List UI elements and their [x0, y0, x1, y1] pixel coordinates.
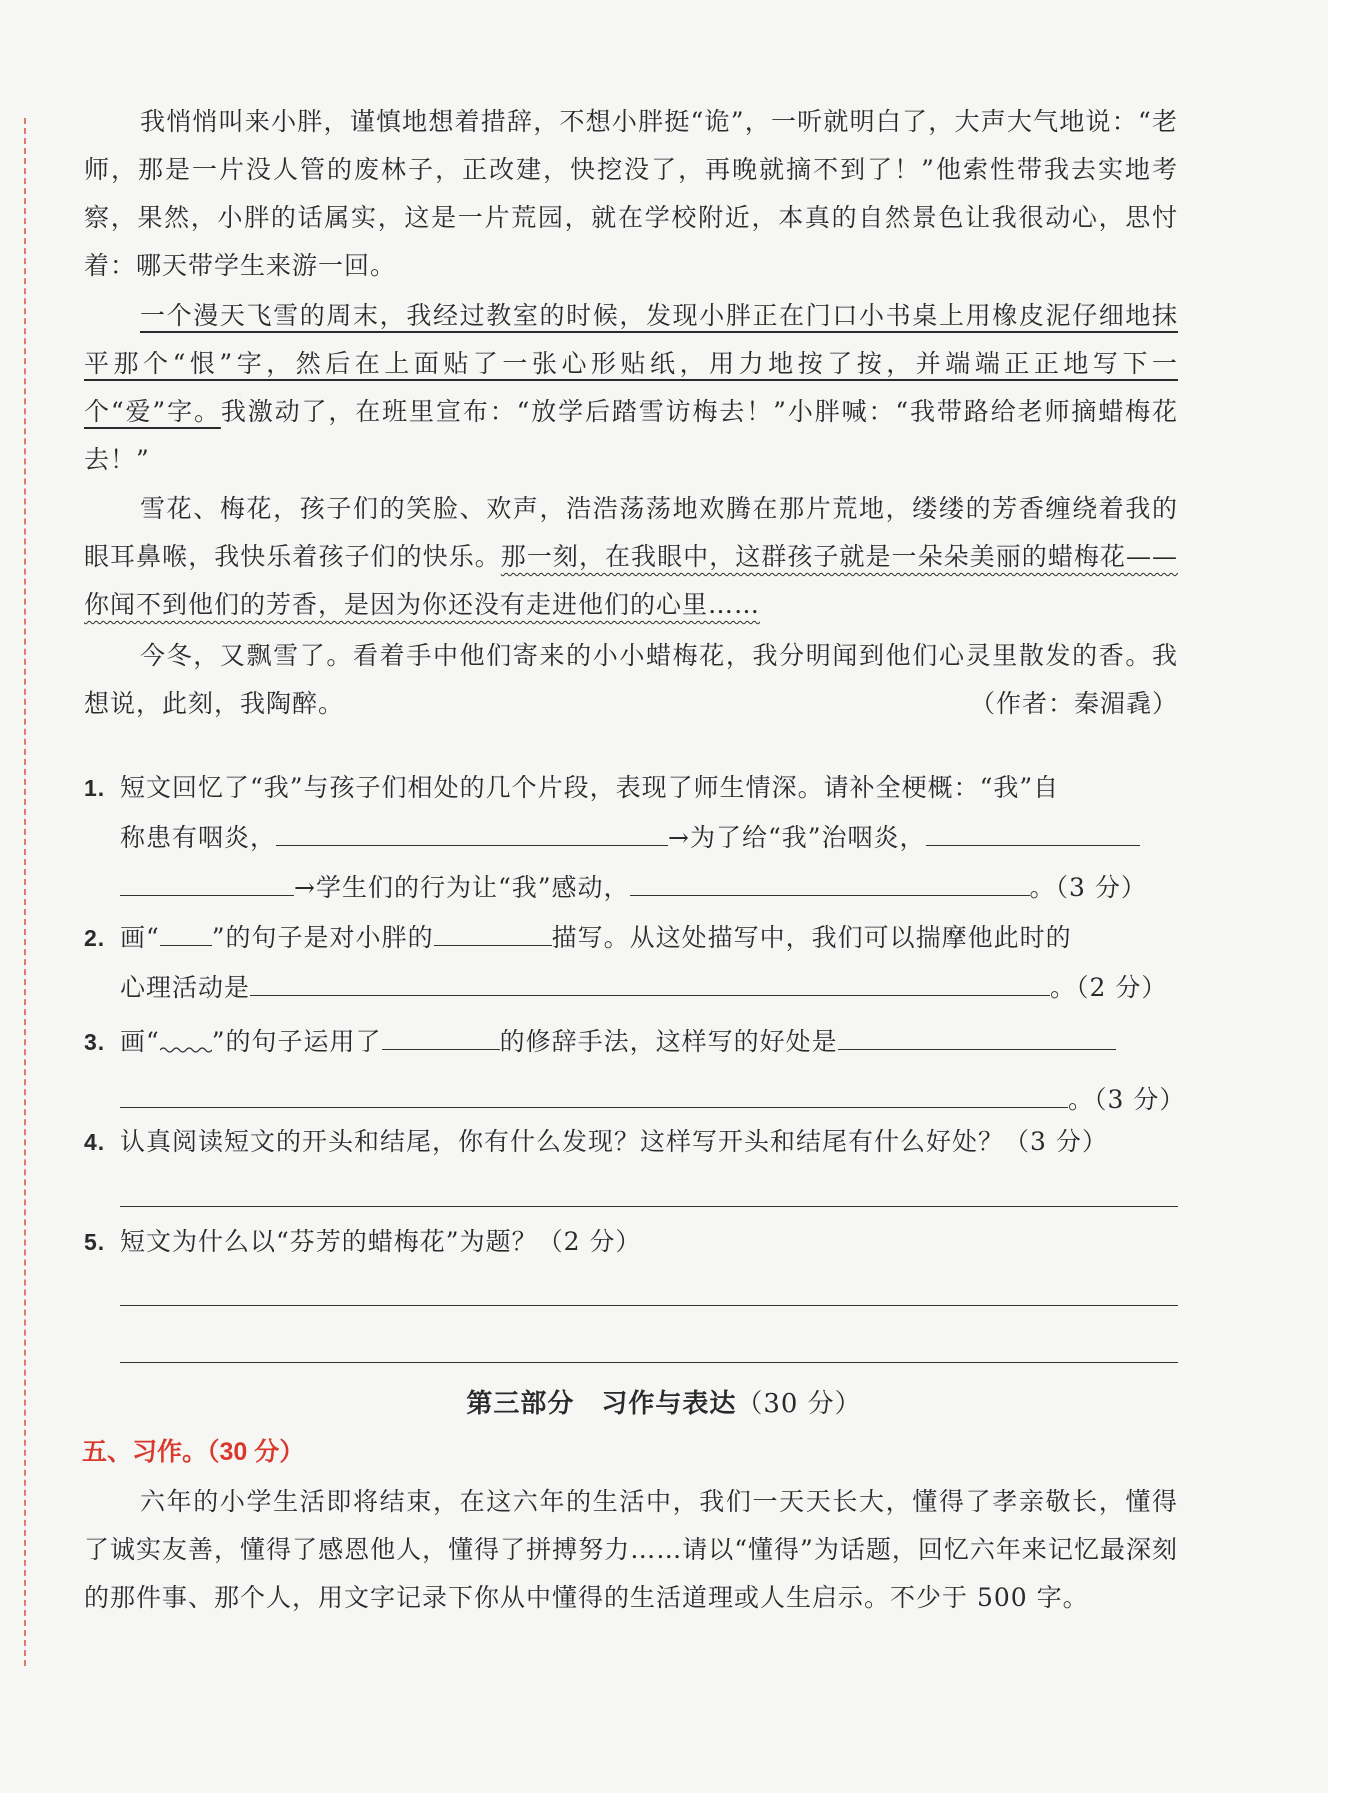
paragraph-4-text: 今冬，又飘雪了。看着手中他们寄来的小小蜡梅花，我分明闻到他们心灵里散发的香。我想说，此刻，我陶醉。	[84, 641, 1178, 718]
q1-line-2	[120, 814, 1140, 862]
q3-text-a: 画“	[120, 1027, 160, 1056]
q2-line-1	[120, 914, 1072, 962]
q1-text-b: →为了给“我”治咽炎，	[668, 823, 926, 852]
question-2	[84, 914, 1178, 1014]
q3-answer-blank-2[interactable]	[838, 1019, 1116, 1050]
q1-points: 。（3 分）	[1029, 873, 1147, 902]
essay-prompt: 六年的小学生活即将结束，在这六年的生活中，我们一天天长大，懂得了孝亲敬长，懂得了诚实友善，懂得了感恩他人，懂得了拼搏努力……请以“懂得”为话题，回忆六年来记忆最深刻的那件事、那个人，用文字记录下你从中懂得的生活道理或人生启示。不少于 500 字。	[84, 1487, 1178, 1612]
essay-heading: 五、习作。（30 分）	[82, 1438, 305, 1466]
question-5	[84, 1218, 1178, 1266]
q1-answer-blank-1[interactable]	[276, 815, 668, 846]
q2-line-2	[120, 964, 1167, 1012]
question-number: 3.	[84, 1029, 106, 1055]
question-number: 1.	[84, 775, 106, 801]
question-1	[84, 764, 1178, 914]
question-number: 2.	[84, 925, 106, 951]
q2-answer-blank-2[interactable]	[250, 965, 1050, 996]
wavy-underlined-sentence: 那一刻，在我眼中，这群孩子就是一朵朵美丽的蜡梅花——你闻不到他们的芳香，是因为你还没有走进他们的心里……	[84, 542, 1178, 619]
q5-text: 短文为什么以“芬芳的蜡梅花”为题？（2 分）	[120, 1227, 642, 1256]
question-number: 4.	[84, 1129, 106, 1155]
q5-answer-line-1[interactable]	[120, 1305, 1178, 1306]
margin-guide-line	[24, 118, 26, 1666]
q3-answer-blank-3[interactable]	[120, 1077, 1068, 1108]
wavy-underline-mark	[160, 1024, 212, 1050]
question-3	[84, 1018, 1186, 1128]
section-title-text: 第三部分 习作与表达	[466, 1389, 737, 1419]
passage-paragraph-1: 我悄悄叫来小胖，谨慎地想着措辞，不想小胖挺“诡”，一听就明白了，大声大气地说：“老师，那是一片没人管的废林子，正改建，快挖没了，再晚就摘不到了！”他索性带我去实地考察，果然，小胖的话属实，这是一片荒园，就在学校附近，本真的自然景色让我很动心，思忖着：哪天带学生来游一回。	[84, 107, 1178, 280]
paragraph-3-text: 雪花、梅花，孩子们的笑脸、欢声，浩浩荡荡地欢腾在那片荒地，缕缕的芳香缠绕着我的眼耳鼻喉，我快乐着孩子们的快乐。	[84, 494, 1178, 571]
passage-paragraph-3	[84, 485, 1178, 629]
underlined-sentence: 一个漫天飞雪的周末，我经过教室的时候，发现小胖正在门口小书桌上用橡皮泥仔细地抹平那个“恨”字，然后在上面贴了一张心形贴纸，用力地按了按，并端端正正地写下一个“爱”字。	[84, 301, 1178, 426]
q1-text-a: 称患有咽炎，	[120, 823, 277, 852]
q3-points: 。（3 分）	[1068, 1085, 1186, 1114]
q1-line-3	[120, 864, 1147, 912]
q2-text-b: ”的句子是对小胖的	[211, 923, 434, 952]
q1-answer-blank-4[interactable]	[630, 865, 1030, 896]
q1-answer-blank-3[interactable]	[120, 865, 294, 896]
q2-points: 。（2 分）	[1050, 973, 1168, 1002]
q4-text: 认真阅读短文的开头和结尾，你有什么发现？这样写开头和结尾有什么好处？（3 分）	[120, 1127, 1108, 1156]
q3-text-c: 的修辞手法，这样写的好处是	[499, 1027, 838, 1056]
q1-line-1: 短文回忆了“我”与孩子们相处的几个片段，表现了师生情深。请补全梗概：“我”自	[120, 773, 1060, 802]
q2-text-a: 画“	[120, 923, 160, 952]
q3-answer-blank-1[interactable]	[382, 1019, 500, 1050]
passage-paragraph-2	[84, 292, 1178, 484]
passage-paragraph-4	[84, 632, 1178, 728]
question-number: 5.	[84, 1229, 106, 1255]
q1-text-c: →学生们的行为让“我”感动，	[294, 873, 630, 902]
q2-answer-blank-1[interactable]	[434, 915, 552, 946]
author-credit: （作者：秦湄毳）	[969, 689, 1178, 718]
q3-line-2	[120, 1076, 1185, 1124]
q4-answer-line[interactable]	[120, 1206, 1178, 1207]
q3-line-1	[120, 1018, 1116, 1066]
q2-text-c: 描写。从这处描写中，我们可以揣摩他此时的	[551, 923, 1072, 952]
q2-text-d: 心理活动是	[120, 973, 251, 1002]
q5-answer-line-2[interactable]	[120, 1362, 1178, 1363]
page-edge	[1328, 0, 1350, 1793]
straight-underline-mark	[160, 919, 212, 946]
q1-answer-blank-2[interactable]	[926, 815, 1140, 846]
question-4	[84, 1118, 1178, 1166]
section-title	[0, 1383, 1328, 1420]
q3-text-b: ”的句子运用了	[211, 1027, 382, 1056]
paragraph-2-rest: 我激动了，在班里宣布：“放学后踏雪访梅去！”小胖喊：“我带路给老师摘蜡梅花去！”	[84, 397, 1178, 474]
section-points: （30 分）	[736, 1389, 862, 1419]
